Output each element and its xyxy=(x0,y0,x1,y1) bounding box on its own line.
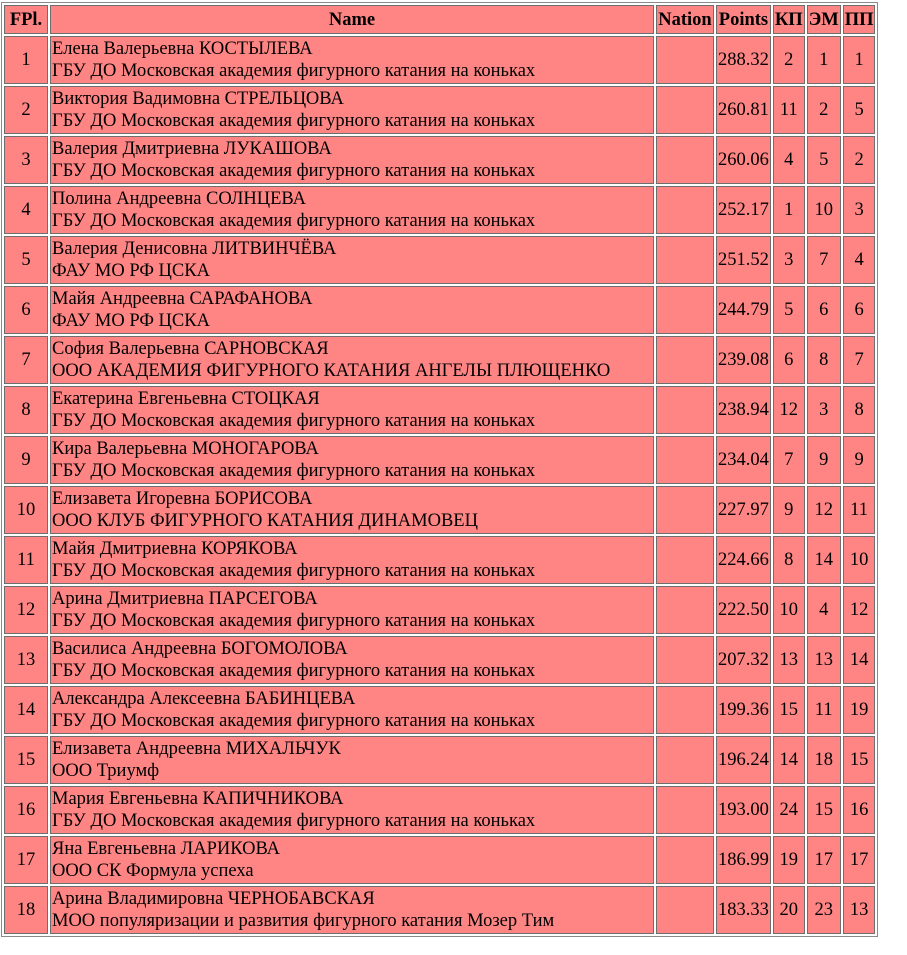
cell-place: 5 xyxy=(4,236,48,284)
cell-name xyxy=(50,436,654,484)
cell-place: 3 xyxy=(4,136,48,184)
skater-name: София Валерьевна САРНОВСКАЯ xyxy=(52,339,329,359)
cell-place: 10 xyxy=(4,486,48,534)
cell-place: 4 xyxy=(4,186,48,234)
cell-name xyxy=(50,386,654,434)
cell-place: 15 xyxy=(4,736,48,784)
table-row xyxy=(4,336,875,384)
skater-club: ООО Триумф xyxy=(52,761,160,781)
cell-nation xyxy=(656,436,714,484)
cell-kp: 24 xyxy=(773,786,805,834)
table-row xyxy=(4,686,875,734)
results-header xyxy=(4,5,875,34)
cell-pp: 15 xyxy=(843,736,876,784)
skater-club: ФАУ МО РФ ЦСКА xyxy=(52,261,210,281)
skater-name: Полина Андреевна СОЛНЦЕВА xyxy=(52,189,306,209)
cell-kp: 6 xyxy=(773,336,805,384)
skater-name: Екатерина Евгеньевна СТОЦКАЯ xyxy=(52,389,320,409)
cell-name xyxy=(50,686,654,734)
results-table xyxy=(1,2,878,937)
cell-pp: 14 xyxy=(843,636,876,684)
cell-name xyxy=(50,886,654,934)
cell-points: 238.94 xyxy=(716,386,771,434)
cell-name xyxy=(50,136,654,184)
cell-pp: 6 xyxy=(843,286,876,334)
cell-name xyxy=(50,486,654,534)
table-row xyxy=(4,586,875,634)
cell-em: 2 xyxy=(807,86,841,134)
header-place: FPl. xyxy=(4,5,48,34)
cell-points: 186.99 xyxy=(716,836,771,884)
header-nation: Nation xyxy=(656,5,714,34)
cell-em: 9 xyxy=(807,436,841,484)
cell-points: 183.33 xyxy=(716,886,771,934)
cell-nation xyxy=(656,686,714,734)
table-row xyxy=(4,36,875,84)
cell-points: 193.00 xyxy=(716,786,771,834)
cell-nation xyxy=(656,136,714,184)
skater-name: Мария Евгеньевна КАПИЧНИКОВА xyxy=(52,789,344,809)
cell-em: 12 xyxy=(807,486,841,534)
table-row xyxy=(4,386,875,434)
cell-pp: 13 xyxy=(843,886,876,934)
cell-place: 18 xyxy=(4,886,48,934)
cell-kp: 1 xyxy=(773,186,805,234)
skater-club: ООО АКАДЕМИЯ ФИГУРНОГО КАТАНИЯ АНГЕЛЫ ПЛЮЩЕНКО xyxy=(52,361,611,381)
cell-place: 9 xyxy=(4,436,48,484)
cell-nation xyxy=(656,186,714,234)
cell-nation xyxy=(656,586,714,634)
table-row xyxy=(4,786,875,834)
cell-em: 6 xyxy=(807,286,841,334)
cell-points: 251.52 xyxy=(716,236,771,284)
skater-name: Кира Валерьевна МОНОГАРОВА xyxy=(52,439,319,459)
cell-kp: 15 xyxy=(773,686,805,734)
cell-place: 11 xyxy=(4,536,48,584)
cell-place: 7 xyxy=(4,336,48,384)
cell-em: 7 xyxy=(807,236,841,284)
cell-nation xyxy=(656,36,714,84)
cell-pp: 9 xyxy=(843,436,876,484)
skater-name: Валерия Денисовна ЛИТВИНЧЁВА xyxy=(52,239,337,259)
cell-kp: 3 xyxy=(773,236,805,284)
cell-points: 222.50 xyxy=(716,586,771,634)
cell-kp: 10 xyxy=(773,586,805,634)
cell-name xyxy=(50,786,654,834)
cell-nation xyxy=(656,336,714,384)
cell-em: 3 xyxy=(807,386,841,434)
cell-em: 23 xyxy=(807,886,841,934)
table-row xyxy=(4,486,875,534)
cell-name xyxy=(50,586,654,634)
header-row xyxy=(4,5,875,34)
table-row xyxy=(4,236,875,284)
cell-name xyxy=(50,186,654,234)
skater-club: ГБУ ДО Московская академия фигурного катания на коньках xyxy=(52,611,536,631)
cell-pp: 10 xyxy=(843,536,876,584)
cell-nation xyxy=(656,886,714,934)
cell-points: 227.97 xyxy=(716,486,771,534)
table-row xyxy=(4,186,875,234)
skater-club: ООО КЛУБ ФИГУРНОГО КАТАНИЯ ДИНАМОВЕЦ xyxy=(52,511,478,531)
cell-em: 17 xyxy=(807,836,841,884)
cell-pp: 19 xyxy=(843,686,876,734)
cell-points: 234.04 xyxy=(716,436,771,484)
skater-name: Арина Дмитриевна ПАРСЕГОВА xyxy=(52,589,318,609)
cell-points: 199.36 xyxy=(716,686,771,734)
header-em: ЭМ xyxy=(807,5,841,34)
cell-em: 11 xyxy=(807,686,841,734)
cell-name xyxy=(50,536,654,584)
skater-name: Арина Владимировна ЧЕРНОБАВСКАЯ xyxy=(52,889,375,909)
cell-kp: 7 xyxy=(773,436,805,484)
table-row xyxy=(4,886,875,934)
cell-kp: 14 xyxy=(773,736,805,784)
cell-name xyxy=(50,86,654,134)
cell-place: 2 xyxy=(4,86,48,134)
results-body xyxy=(4,36,875,934)
skater-name: Василиса Андреевна БОГОМОЛОВА xyxy=(52,639,348,659)
cell-nation xyxy=(656,386,714,434)
table-row xyxy=(4,136,875,184)
cell-pp: 2 xyxy=(843,136,876,184)
table-row xyxy=(4,286,875,334)
cell-kp: 11 xyxy=(773,86,805,134)
cell-em: 5 xyxy=(807,136,841,184)
skater-club: ГБУ ДО Московская академия фигурного катания на коньках xyxy=(52,411,536,431)
table-row xyxy=(4,86,875,134)
cell-nation xyxy=(656,486,714,534)
skater-club: ГБУ ДО Московская академия фигурного катания на коньках xyxy=(52,461,536,481)
cell-nation xyxy=(656,786,714,834)
cell-nation xyxy=(656,636,714,684)
cell-em: 14 xyxy=(807,536,841,584)
cell-place: 6 xyxy=(4,286,48,334)
cell-nation xyxy=(656,86,714,134)
cell-kp: 9 xyxy=(773,486,805,534)
skater-club: ГБУ ДО Московская академия фигурного катания на коньках xyxy=(52,811,536,831)
cell-name xyxy=(50,286,654,334)
cell-kp: 20 xyxy=(773,886,805,934)
table-row xyxy=(4,736,875,784)
cell-pp: 12 xyxy=(843,586,876,634)
cell-pp: 7 xyxy=(843,336,876,384)
cell-place: 8 xyxy=(4,386,48,434)
cell-em: 4 xyxy=(807,586,841,634)
skater-club: ГБУ ДО Московская академия фигурного катания на коньках xyxy=(52,711,536,731)
cell-name xyxy=(50,236,654,284)
cell-kp: 13 xyxy=(773,636,805,684)
skater-name: Елена Валерьевна КОСТЫЛЕВА xyxy=(52,39,313,59)
cell-name xyxy=(50,36,654,84)
cell-pp: 8 xyxy=(843,386,876,434)
cell-points: 260.81 xyxy=(716,86,771,134)
skater-name: Майя Дмитриевна КОРЯКОВА xyxy=(52,539,298,559)
cell-points: 288.32 xyxy=(716,36,771,84)
cell-em: 13 xyxy=(807,636,841,684)
cell-em: 10 xyxy=(807,186,841,234)
cell-kp: 2 xyxy=(773,36,805,84)
skater-name: Виктория Вадимовна СТРЕЛЬЦОВА xyxy=(52,89,344,109)
cell-kp: 19 xyxy=(773,836,805,884)
cell-pp: 1 xyxy=(843,36,876,84)
cell-place: 14 xyxy=(4,686,48,734)
cell-nation xyxy=(656,286,714,334)
cell-em: 18 xyxy=(807,736,841,784)
cell-nation xyxy=(656,236,714,284)
table-row xyxy=(4,836,875,884)
table-row xyxy=(4,636,875,684)
cell-em: 8 xyxy=(807,336,841,384)
cell-em: 15 xyxy=(807,786,841,834)
skater-club: ФАУ МО РФ ЦСКА xyxy=(52,311,210,331)
header-name: Name xyxy=(50,5,654,34)
header-pp: ПП xyxy=(843,5,876,34)
cell-pp: 5 xyxy=(843,86,876,134)
cell-em: 1 xyxy=(807,36,841,84)
skater-club: ГБУ ДО Московская академия фигурного катания на коньках xyxy=(52,111,536,131)
table-row xyxy=(4,436,875,484)
cell-kp: 8 xyxy=(773,536,805,584)
skater-name: Елизавета Андреевна МИХАЛЬЧУК xyxy=(52,739,341,759)
table-row xyxy=(4,536,875,584)
cell-name xyxy=(50,336,654,384)
header-points: Points xyxy=(716,5,771,34)
skater-name: Майя Андреевна САРАФАНОВА xyxy=(52,289,313,309)
cell-points: 224.66 xyxy=(716,536,771,584)
cell-kp: 5 xyxy=(773,286,805,334)
cell-pp: 11 xyxy=(843,486,876,534)
cell-pp: 17 xyxy=(843,836,876,884)
cell-kp: 12 xyxy=(773,386,805,434)
cell-name xyxy=(50,736,654,784)
skater-club: ООО СК Формула успеха xyxy=(52,861,254,881)
cell-points: 252.17 xyxy=(716,186,771,234)
cell-nation xyxy=(656,836,714,884)
skater-club: ГБУ ДО Московская академия фигурного катания на коньках xyxy=(52,211,536,231)
cell-points: 260.06 xyxy=(716,136,771,184)
skater-club: ГБУ ДО Московская академия фигурного катания на коньках xyxy=(52,161,536,181)
cell-place: 17 xyxy=(4,836,48,884)
skater-club: ГБУ ДО Московская академия фигурного катания на коньках xyxy=(52,661,536,681)
cell-place: 1 xyxy=(4,36,48,84)
cell-place: 16 xyxy=(4,786,48,834)
cell-nation xyxy=(656,536,714,584)
skater-name: Елизавета Игоревна БОРИСОВА xyxy=(52,489,313,509)
cell-pp: 16 xyxy=(843,786,876,834)
cell-points: 207.32 xyxy=(716,636,771,684)
skater-name: Валерия Дмитриевна ЛУКАШОВА xyxy=(52,139,332,159)
skater-name: Яна Евгеньевна ЛАРИКОВА xyxy=(52,839,281,859)
cell-points: 244.79 xyxy=(716,286,771,334)
cell-pp: 4 xyxy=(843,236,876,284)
cell-name xyxy=(50,836,654,884)
cell-place: 13 xyxy=(4,636,48,684)
cell-points: 239.08 xyxy=(716,336,771,384)
cell-kp: 4 xyxy=(773,136,805,184)
cell-nation xyxy=(656,736,714,784)
cell-points: 196.24 xyxy=(716,736,771,784)
skater-club: МОО популяризации и развития фигурного катания Мозер Тим xyxy=(52,911,555,931)
header-kp: КП xyxy=(773,5,805,34)
cell-pp: 3 xyxy=(843,186,876,234)
skater-club: ГБУ ДО Московская академия фигурного катания на коньках xyxy=(52,561,536,581)
skater-club: ГБУ ДО Московская академия фигурного катания на коньках xyxy=(52,61,536,81)
skater-name: Александра Алексеевна БАБИНЦЕВА xyxy=(52,689,356,709)
cell-place: 12 xyxy=(4,586,48,634)
cell-name xyxy=(50,636,654,684)
